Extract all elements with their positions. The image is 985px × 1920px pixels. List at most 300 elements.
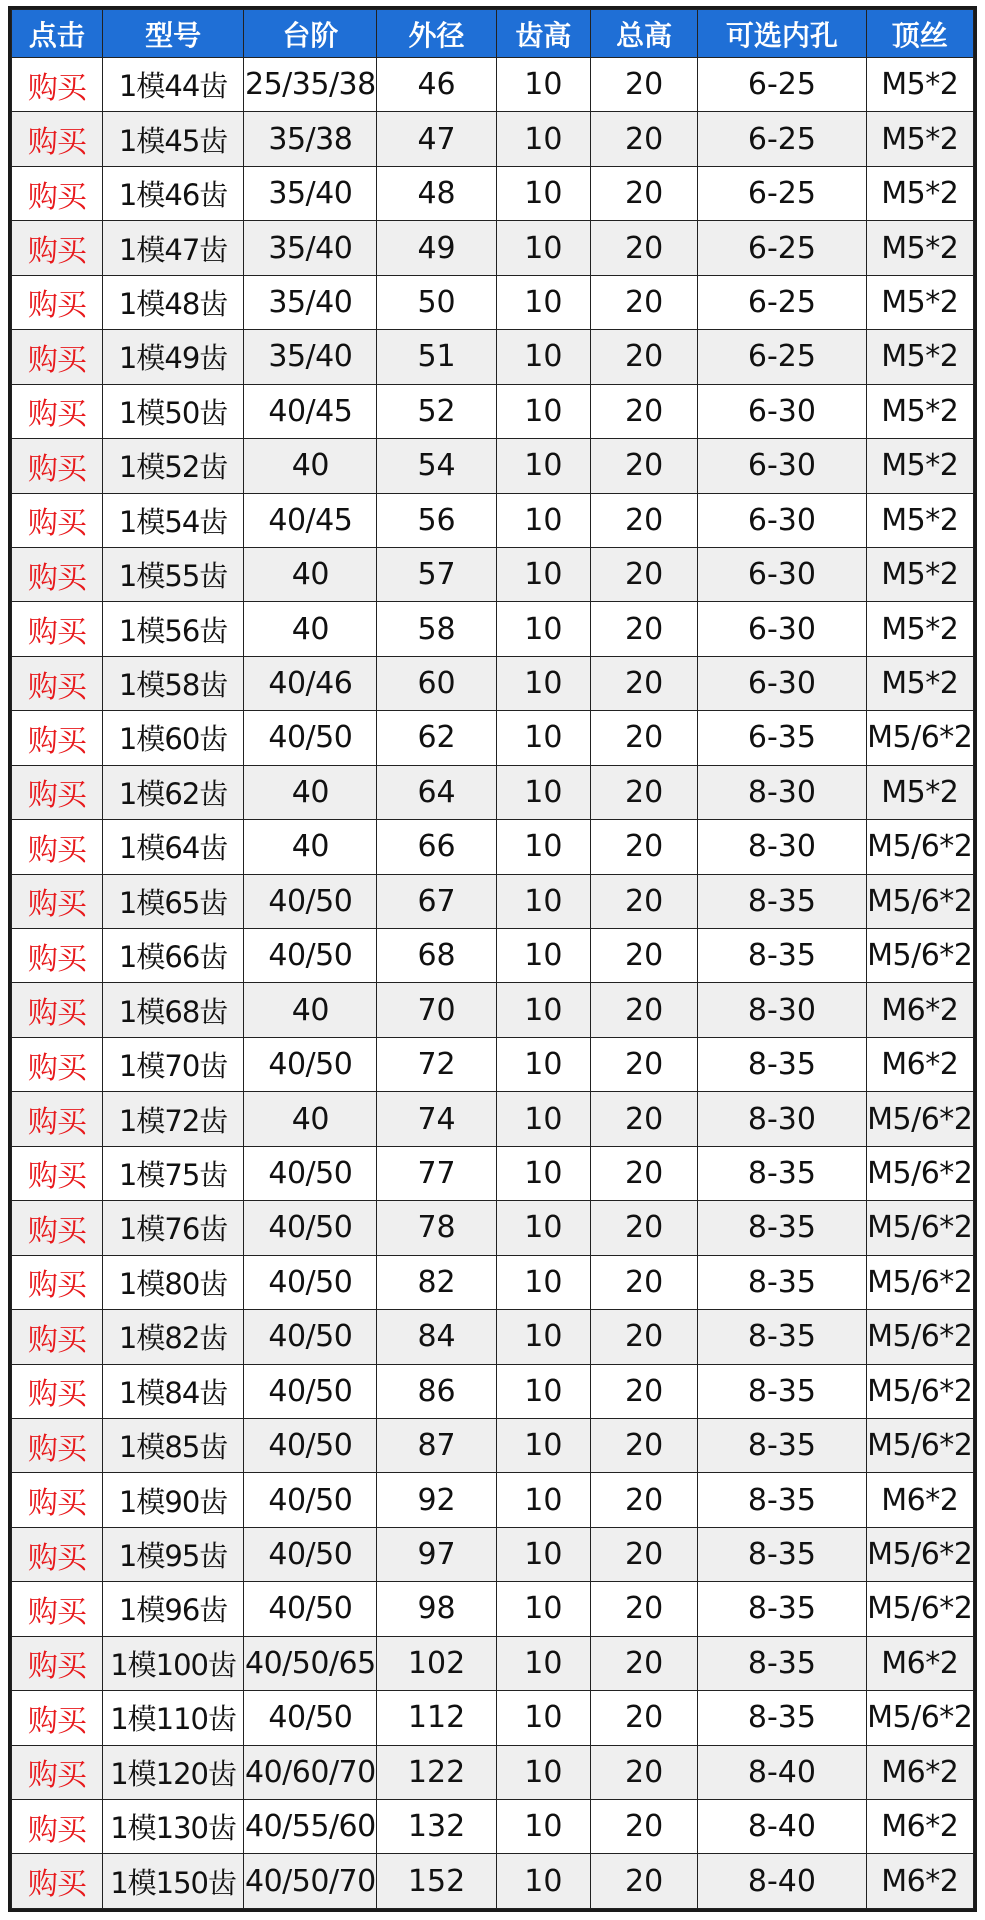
cell-model: 1模75齿 (102, 1146, 244, 1200)
buy-link[interactable]: 购买 (12, 602, 103, 656)
cell-total-height: 20 (590, 983, 697, 1037)
gear-spec-table (11, 9, 974, 1909)
cell-total-height: 20 (590, 1037, 697, 1091)
cell-set-screw: M5/6*2 (866, 711, 973, 765)
cell-tooth-height: 10 (496, 493, 590, 547)
cell-bore: 6-25 (698, 330, 866, 384)
cell-tooth-height: 10 (496, 820, 590, 874)
cell-step: 40/60/70 (244, 1745, 377, 1799)
cell-model: 1模130齿 (102, 1800, 244, 1854)
cell-tooth-height: 10 (496, 602, 590, 656)
cell-outer-diameter: 122 (377, 1745, 497, 1799)
cell-tooth-height: 10 (496, 1364, 590, 1418)
cell-step: 40/50/65 (244, 1636, 377, 1690)
buy-link[interactable]: 购买 (12, 656, 103, 710)
cell-bore: 8-35 (698, 1691, 866, 1745)
cell-total-height: 20 (590, 1473, 697, 1527)
buy-link[interactable]: 购买 (12, 1527, 103, 1581)
buy-link[interactable]: 购买 (12, 1691, 103, 1745)
cell-total-height: 20 (590, 1146, 697, 1200)
table-row (12, 1473, 974, 1527)
cell-step: 40 (244, 820, 377, 874)
cell-set-screw: M5/6*2 (866, 874, 973, 928)
cell-outer-diameter: 49 (377, 221, 497, 275)
cell-outer-diameter: 78 (377, 1201, 497, 1255)
cell-bore: 6-25 (698, 275, 866, 329)
cell-total-height: 20 (590, 275, 697, 329)
cell-model: 1模60齿 (102, 711, 244, 765)
table-row (12, 1037, 974, 1091)
cell-total-height: 20 (590, 1201, 697, 1255)
cell-model: 1模95齿 (102, 1527, 244, 1581)
buy-link[interactable]: 购买 (12, 384, 103, 438)
cell-bore: 6-25 (698, 221, 866, 275)
cell-model: 1模56齿 (102, 602, 244, 656)
buy-link[interactable]: 购买 (12, 1037, 103, 1091)
cell-model: 1模55齿 (102, 547, 244, 601)
table-row (12, 439, 974, 493)
cell-outer-diameter: 97 (377, 1527, 497, 1581)
cell-step: 40/50 (244, 1582, 377, 1636)
cell-bore: 8-30 (698, 983, 866, 1037)
cell-model: 1模96齿 (102, 1582, 244, 1636)
cell-total-height: 20 (590, 166, 697, 220)
cell-bore: 6-25 (698, 166, 866, 220)
cell-set-screw: M5/6*2 (866, 1364, 973, 1418)
cell-step: 40/50 (244, 1201, 377, 1255)
table-row (12, 330, 974, 384)
cell-total-height: 20 (590, 602, 697, 656)
cell-bore: 6-30 (698, 547, 866, 601)
cell-total-height: 20 (590, 439, 697, 493)
cell-set-screw: M5*2 (866, 765, 973, 819)
cell-step: 40 (244, 983, 377, 1037)
cell-tooth-height: 10 (496, 1527, 590, 1581)
buy-link[interactable]: 购买 (12, 1255, 103, 1309)
buy-link[interactable]: 购买 (12, 765, 103, 819)
cell-step: 40/45 (244, 493, 377, 547)
cell-tooth-height: 10 (496, 983, 590, 1037)
cell-outer-diameter: 84 (377, 1310, 497, 1364)
cell-set-screw: M5/6*2 (866, 1582, 973, 1636)
cell-bore: 8-35 (698, 1527, 866, 1581)
cell-total-height: 20 (590, 1582, 697, 1636)
buy-link[interactable]: 购买 (12, 1582, 103, 1636)
cell-model: 1模80齿 (102, 1255, 244, 1309)
cell-step: 35/40 (244, 275, 377, 329)
cell-total-height: 20 (590, 1854, 697, 1909)
header-click: 点击 (12, 10, 103, 58)
cell-tooth-height: 10 (496, 330, 590, 384)
buy-link[interactable]: 购买 (12, 1146, 103, 1200)
cell-tooth-height: 10 (496, 1092, 590, 1146)
cell-step: 35/40 (244, 221, 377, 275)
cell-tooth-height: 10 (496, 275, 590, 329)
cell-set-screw: M5/6*2 (866, 1418, 973, 1472)
cell-outer-diameter: 52 (377, 384, 497, 438)
cell-set-screw: M5*2 (866, 547, 973, 601)
buy-link[interactable]: 购买 (12, 439, 103, 493)
table-row (12, 1691, 974, 1745)
table-row (12, 1854, 974, 1909)
table-row (12, 1745, 974, 1799)
cell-outer-diameter: 152 (377, 1854, 497, 1909)
table-row (12, 1418, 974, 1472)
buy-link[interactable]: 购买 (12, 547, 103, 601)
buy-link[interactable]: 购买 (12, 1800, 103, 1854)
cell-tooth-height: 10 (496, 1255, 590, 1309)
cell-total-height: 20 (590, 547, 697, 601)
cell-outer-diameter: 87 (377, 1418, 497, 1472)
buy-link[interactable]: 购买 (12, 330, 103, 384)
cell-step: 40/50 (244, 1418, 377, 1472)
table-row (12, 765, 974, 819)
cell-set-screw: M5/6*2 (866, 1310, 973, 1364)
cell-bore: 8-30 (698, 765, 866, 819)
cell-total-height: 20 (590, 1745, 697, 1799)
cell-tooth-height: 10 (496, 1691, 590, 1745)
cell-total-height: 20 (590, 221, 697, 275)
cell-tooth-height: 10 (496, 1582, 590, 1636)
table-row (12, 1201, 974, 1255)
buy-link[interactable]: 购买 (12, 1636, 103, 1690)
cell-model: 1模100齿 (102, 1636, 244, 1690)
buy-link[interactable]: 购买 (12, 1092, 103, 1146)
cell-bore: 8-35 (698, 1146, 866, 1200)
cell-model: 1模49齿 (102, 330, 244, 384)
cell-tooth-height: 10 (496, 112, 590, 166)
cell-bore: 6-25 (698, 112, 866, 166)
cell-total-height: 20 (590, 765, 697, 819)
cell-tooth-height: 10 (496, 221, 590, 275)
cell-set-screw: M5/6*2 (866, 1255, 973, 1309)
buy-link[interactable]: 购买 (12, 983, 103, 1037)
cell-model: 1模46齿 (102, 166, 244, 220)
cell-set-screw: M5*2 (866, 221, 973, 275)
cell-outer-diameter: 60 (377, 656, 497, 710)
cell-outer-diameter: 57 (377, 547, 497, 601)
header-row (12, 10, 974, 58)
cell-model: 1模70齿 (102, 1037, 244, 1091)
cell-total-height: 20 (590, 1092, 697, 1146)
cell-outer-diameter: 67 (377, 874, 497, 928)
buy-link[interactable]: 购买 (12, 493, 103, 547)
cell-total-height: 20 (590, 58, 697, 112)
buy-link[interactable]: 购买 (12, 1418, 103, 1472)
cell-bore: 8-35 (698, 1201, 866, 1255)
header-step: 台阶 (244, 10, 377, 58)
cell-tooth-height: 10 (496, 1636, 590, 1690)
cell-total-height: 20 (590, 711, 697, 765)
buy-link[interactable]: 购买 (12, 874, 103, 928)
table-row (12, 547, 974, 601)
cell-total-height: 20 (590, 1691, 697, 1745)
buy-link[interactable]: 购买 (12, 1364, 103, 1418)
buy-link[interactable]: 购买 (12, 820, 103, 874)
cell-outer-diameter: 72 (377, 1037, 497, 1091)
table-row (12, 1310, 974, 1364)
table-row (12, 929, 974, 983)
cell-bore: 8-35 (698, 874, 866, 928)
cell-step: 40 (244, 439, 377, 493)
cell-outer-diameter: 47 (377, 112, 497, 166)
cell-set-screw: M5/6*2 (866, 1527, 973, 1581)
cell-set-screw: M6*2 (866, 1854, 973, 1909)
table-row (12, 983, 974, 1037)
cell-total-height: 20 (590, 1255, 697, 1309)
buy-link[interactable]: 购买 (12, 1473, 103, 1527)
cell-set-screw: M5*2 (866, 493, 973, 547)
table-row (12, 58, 974, 112)
buy-link[interactable]: 购买 (12, 275, 103, 329)
cell-step: 40 (244, 547, 377, 601)
cell-bore: 8-35 (698, 1418, 866, 1472)
cell-model: 1模54齿 (102, 493, 244, 547)
cell-model: 1模58齿 (102, 656, 244, 710)
cell-model: 1模120齿 (102, 1745, 244, 1799)
cell-outer-diameter: 70 (377, 983, 497, 1037)
header-tooth-height: 齿高 (496, 10, 590, 58)
cell-set-screw: M5/6*2 (866, 1201, 973, 1255)
cell-total-height: 20 (590, 1800, 697, 1854)
cell-total-height: 20 (590, 820, 697, 874)
cell-set-screw: M5*2 (866, 330, 973, 384)
cell-tooth-height: 10 (496, 711, 590, 765)
cell-outer-diameter: 66 (377, 820, 497, 874)
cell-model: 1模50齿 (102, 384, 244, 438)
cell-step: 40/50 (244, 1255, 377, 1309)
cell-set-screw: M5*2 (866, 602, 973, 656)
cell-total-height: 20 (590, 1527, 697, 1581)
table-row (12, 1146, 974, 1200)
buy-link[interactable]: 购买 (12, 221, 103, 275)
cell-model: 1模84齿 (102, 1364, 244, 1418)
cell-total-height: 20 (590, 874, 697, 928)
cell-set-screw: M6*2 (866, 1800, 973, 1854)
cell-set-screw: M6*2 (866, 1037, 973, 1091)
cell-bore: 8-40 (698, 1800, 866, 1854)
cell-tooth-height: 10 (496, 874, 590, 928)
cell-bore: 8-40 (698, 1854, 866, 1909)
cell-outer-diameter: 56 (377, 493, 497, 547)
cell-step: 40/50/70 (244, 1854, 377, 1909)
cell-bore: 8-30 (698, 1092, 866, 1146)
table-row (12, 711, 974, 765)
cell-outer-diameter: 132 (377, 1800, 497, 1854)
cell-bore: 8-35 (698, 929, 866, 983)
table-row (12, 1364, 974, 1418)
cell-total-height: 20 (590, 384, 697, 438)
cell-model: 1模44齿 (102, 58, 244, 112)
cell-set-screw: M5/6*2 (866, 820, 973, 874)
cell-set-screw: M5/6*2 (866, 1092, 973, 1146)
cell-step: 40/50 (244, 1364, 377, 1418)
cell-set-screw: M6*2 (866, 1473, 973, 1527)
cell-total-height: 20 (590, 1636, 697, 1690)
cell-tooth-height: 10 (496, 929, 590, 983)
cell-model: 1模64齿 (102, 820, 244, 874)
cell-bore: 8-35 (698, 1310, 866, 1364)
buy-link[interactable]: 购买 (12, 112, 103, 166)
cell-tooth-height: 10 (496, 1854, 590, 1909)
cell-bore: 8-35 (698, 1636, 866, 1690)
cell-bore: 8-40 (698, 1745, 866, 1799)
cell-tooth-height: 10 (496, 1201, 590, 1255)
cell-outer-diameter: 82 (377, 1255, 497, 1309)
cell-step: 25/35/38 (244, 58, 377, 112)
table-row (12, 1255, 974, 1309)
cell-tooth-height: 10 (496, 547, 590, 601)
table-row (12, 1582, 974, 1636)
buy-link[interactable]: 购买 (12, 929, 103, 983)
cell-total-height: 20 (590, 1418, 697, 1472)
cell-bore: 6-30 (698, 656, 866, 710)
table-row (12, 275, 974, 329)
cell-set-screw: M5*2 (866, 166, 973, 220)
header-model: 型号 (102, 10, 244, 58)
cell-outer-diameter: 102 (377, 1636, 497, 1690)
cell-outer-diameter: 92 (377, 1473, 497, 1527)
table-row (12, 221, 974, 275)
cell-outer-diameter: 112 (377, 1691, 497, 1745)
cell-outer-diameter: 64 (377, 765, 497, 819)
cell-tooth-height: 10 (496, 1473, 590, 1527)
cell-outer-diameter: 86 (377, 1364, 497, 1418)
cell-model: 1模48齿 (102, 275, 244, 329)
cell-set-screw: M5/6*2 (866, 1146, 973, 1200)
buy-link[interactable]: 购买 (12, 166, 103, 220)
cell-tooth-height: 10 (496, 384, 590, 438)
buy-link[interactable]: 购买 (12, 58, 103, 112)
cell-step: 40/50 (244, 929, 377, 983)
cell-step: 40 (244, 602, 377, 656)
table-row (12, 656, 974, 710)
cell-tooth-height: 10 (496, 765, 590, 819)
cell-model: 1模76齿 (102, 1201, 244, 1255)
cell-model: 1模62齿 (102, 765, 244, 819)
buy-link[interactable]: 购买 (12, 711, 103, 765)
cell-step: 40/46 (244, 656, 377, 710)
cell-outer-diameter: 48 (377, 166, 497, 220)
cell-model: 1模47齿 (102, 221, 244, 275)
cell-step: 35/40 (244, 330, 377, 384)
cell-outer-diameter: 54 (377, 439, 497, 493)
buy-link[interactable]: 购买 (12, 1201, 103, 1255)
cell-set-screw: M5*2 (866, 275, 973, 329)
cell-tooth-height: 10 (496, 1310, 590, 1364)
table-row (12, 1800, 974, 1854)
cell-tooth-height: 10 (496, 58, 590, 112)
cell-bore: 6-25 (698, 58, 866, 112)
header-bore: 可选内孔 (698, 10, 866, 58)
cell-model: 1模68齿 (102, 983, 244, 1037)
cell-set-screw: M5/6*2 (866, 1691, 973, 1745)
cell-set-screw: M5*2 (866, 58, 973, 112)
cell-outer-diameter: 46 (377, 58, 497, 112)
cell-outer-diameter: 50 (377, 275, 497, 329)
table-row (12, 874, 974, 928)
table-row (12, 1527, 974, 1581)
table-row (12, 1092, 974, 1146)
cell-model: 1模85齿 (102, 1418, 244, 1472)
cell-bore: 8-35 (698, 1255, 866, 1309)
buy-link[interactable]: 购买 (12, 1854, 103, 1909)
cell-outer-diameter: 51 (377, 330, 497, 384)
cell-total-height: 20 (590, 1310, 697, 1364)
cell-bore: 8-35 (698, 1037, 866, 1091)
cell-set-screw: M5*2 (866, 112, 973, 166)
cell-bore: 6-30 (698, 602, 866, 656)
cell-tooth-height: 10 (496, 166, 590, 220)
cell-set-screw: M5*2 (866, 439, 973, 493)
cell-bore: 6-30 (698, 493, 866, 547)
cell-bore: 6-30 (698, 384, 866, 438)
header-outer-diameter: 外径 (377, 10, 497, 58)
cell-model: 1模82齿 (102, 1310, 244, 1364)
cell-step: 40/50 (244, 1473, 377, 1527)
cell-model: 1模45齿 (102, 112, 244, 166)
cell-step: 35/40 (244, 166, 377, 220)
table-row (12, 1636, 974, 1690)
cell-tooth-height: 10 (496, 656, 590, 710)
table-row (12, 493, 974, 547)
cell-model: 1模90齿 (102, 1473, 244, 1527)
cell-step: 35/38 (244, 112, 377, 166)
header-total-height: 总高 (590, 10, 697, 58)
cell-step: 40/50 (244, 1691, 377, 1745)
cell-bore: 8-35 (698, 1582, 866, 1636)
cell-tooth-height: 10 (496, 439, 590, 493)
cell-tooth-height: 10 (496, 1037, 590, 1091)
cell-bore: 6-35 (698, 711, 866, 765)
cell-model: 1模52齿 (102, 439, 244, 493)
cell-model: 1模72齿 (102, 1092, 244, 1146)
buy-link[interactable]: 购买 (12, 1745, 103, 1799)
cell-total-height: 20 (590, 656, 697, 710)
cell-tooth-height: 10 (496, 1800, 590, 1854)
cell-step: 40/50 (244, 874, 377, 928)
cell-set-screw: M5*2 (866, 384, 973, 438)
cell-tooth-height: 10 (496, 1745, 590, 1799)
cell-set-screw: M6*2 (866, 983, 973, 1037)
buy-link[interactable]: 购买 (12, 1310, 103, 1364)
cell-bore: 8-30 (698, 820, 866, 874)
cell-step: 40 (244, 765, 377, 819)
cell-model: 1模150齿 (102, 1854, 244, 1909)
cell-step: 40 (244, 1092, 377, 1146)
cell-outer-diameter: 98 (377, 1582, 497, 1636)
cell-outer-diameter: 77 (377, 1146, 497, 1200)
cell-total-height: 20 (590, 330, 697, 384)
cell-set-screw: M6*2 (866, 1636, 973, 1690)
cell-outer-diameter: 74 (377, 1092, 497, 1146)
cell-outer-diameter: 68 (377, 929, 497, 983)
cell-total-height: 20 (590, 493, 697, 547)
cell-step: 40/55/60 (244, 1800, 377, 1854)
table-row (12, 112, 974, 166)
cell-outer-diameter: 58 (377, 602, 497, 656)
cell-total-height: 20 (590, 112, 697, 166)
table-row (12, 384, 974, 438)
table-row (12, 820, 974, 874)
cell-bore: 8-35 (698, 1364, 866, 1418)
cell-model: 1模66齿 (102, 929, 244, 983)
cell-set-screw: M5/6*2 (866, 929, 973, 983)
cell-set-screw: M6*2 (866, 1745, 973, 1799)
cell-step: 40/50 (244, 1037, 377, 1091)
cell-tooth-height: 10 (496, 1146, 590, 1200)
cell-bore: 6-30 (698, 439, 866, 493)
